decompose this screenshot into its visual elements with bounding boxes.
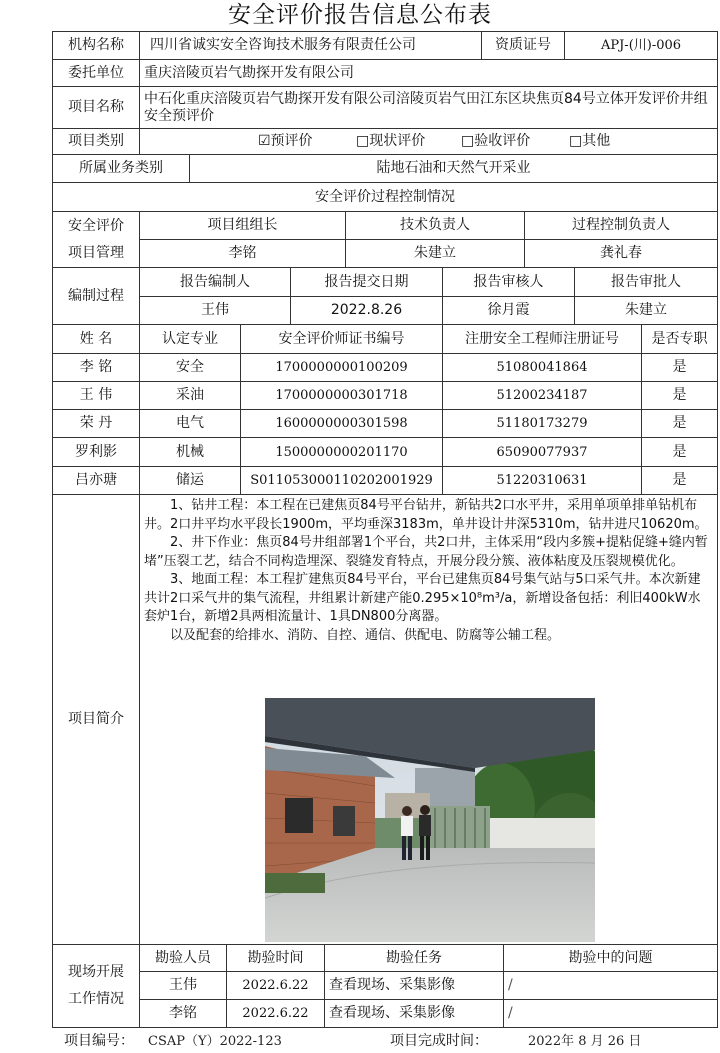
staff-cert-no: S011053000110202001929	[240, 466, 443, 495]
staff-major: 安全	[139, 353, 241, 382]
tech-lead-label: 技术负责人	[345, 211, 525, 240]
project-number	[64, 1030, 282, 1052]
process-control-lead-value: 龚礼春	[524, 239, 718, 268]
process-control-lead-label: 过程控制负责人	[524, 211, 718, 240]
approver-value: 朱建立	[574, 296, 718, 325]
reviewer-value: 徐月霞	[442, 296, 575, 325]
intro-paragraph-utilities: 以及配套的给排水、消防、自控、通信、供配电、防腐等公辅工程。	[170, 627, 561, 643]
survey-header-issues: 勘验中的问题	[503, 944, 718, 972]
category-option-current[interactable]: □现状评价	[356, 133, 426, 149]
survey-time: 2022.6.22	[226, 971, 325, 1000]
survey-task: 查看现场、采集影像	[324, 999, 504, 1028]
survey-staff: 李铭	[139, 999, 227, 1028]
staff-header-major: 认定专业	[139, 324, 241, 354]
submit-date-label: 报告提交日期	[290, 267, 443, 297]
cert-no-value: APJ-(川)-006	[564, 31, 718, 60]
survey-staff: 王伟	[139, 971, 227, 1000]
author-label: 报告编制人	[139, 267, 291, 297]
staff-cert-no: 1600000000301598	[240, 409, 443, 438]
leader-label: 项目组组长	[139, 211, 346, 240]
survey-issues: /	[503, 999, 718, 1028]
project-intro-label: 项目简介	[52, 494, 140, 945]
survey-header-staff: 勘验人员	[139, 944, 227, 972]
org-name-value: 四川省诚实安全咨询技术服务有限责任公司	[139, 31, 482, 60]
staff-header-fulltime: 是否专职	[641, 324, 718, 354]
staff-reg-no: 51180173279	[442, 409, 642, 438]
project-category-options	[139, 128, 718, 155]
reviewer-label: 报告审核人	[442, 267, 575, 297]
submit-date-value: 2022.8.26	[290, 296, 443, 325]
safety-mgmt-label	[52, 211, 140, 268]
project-completion-value: 2022年 8 月 26 日	[528, 1034, 642, 1049]
staff-reg-no: 51220310631	[442, 466, 642, 495]
staff-major: 电气	[139, 409, 241, 438]
staff-header-cert: 安全评价师证书编号	[240, 324, 443, 354]
project-name-label: 项目名称	[52, 86, 140, 129]
staff-major: 采油	[139, 381, 241, 410]
staff-fulltime: 是	[641, 353, 718, 382]
compile-process-label: 编制过程	[52, 267, 140, 325]
survey-label-line2: 工作情况	[68, 991, 124, 1007]
tech-lead-value: 朱建立	[345, 239, 525, 268]
category-option-other[interactable]: □其他	[569, 133, 611, 149]
staff-fulltime: 是	[641, 466, 718, 495]
staff-cert-no: 1700000000100209	[240, 353, 443, 382]
safety-mgmt-label-line1: 安全评价	[68, 217, 124, 234]
staff-header-reg: 注册安全工程师注册证号	[442, 324, 642, 354]
staff-cert-no: 1700000000301718	[240, 381, 443, 410]
client-label: 委托单位	[52, 59, 140, 87]
category-option-pre[interactable]: ☑预评价	[258, 133, 313, 149]
staff-name: 吕亦瑭	[52, 466, 140, 495]
staff-fulltime: 是	[641, 381, 718, 410]
staff-cert-no: 1500000000201170	[240, 437, 443, 467]
project-number-label: 项目编号：	[64, 1033, 134, 1049]
survey-header-task: 勘验任务	[324, 944, 504, 972]
staff-reg-no: 51200234187	[442, 381, 642, 410]
org-name-label: 机构名称	[52, 31, 140, 60]
leader-value: 李铭	[139, 239, 346, 268]
cert-no-label: 资质证号	[481, 31, 565, 60]
project-completion	[390, 1030, 641, 1052]
project-category-label: 项目类别	[52, 128, 140, 155]
intro-paragraph-drilling: 1、钻井工程：本工程在已建焦页84号平台钻井，新钻共2口水平井，采用单项单排单钻机布井。2口井平均水平段长1900m，平均垂深3183m，单井设计井深5310m，钻井进尺10620m。	[144, 498, 708, 532]
client-value: 重庆涪陵页岩气勘探开发有限公司	[139, 59, 718, 87]
staff-reg-no: 65090077937	[442, 437, 642, 467]
staff-name: 李 铭	[52, 353, 140, 382]
approver-label: 报告审批人	[574, 267, 718, 297]
business-type-label: 所属业务类别	[52, 154, 190, 183]
staff-fulltime: 是	[641, 409, 718, 438]
survey-header-time: 勘验时间	[226, 944, 325, 972]
staff-name: 罗利影	[52, 437, 140, 467]
staff-header-name: 姓 名	[52, 324, 140, 354]
survey-time: 2022.6.22	[226, 999, 325, 1028]
staff-fulltime: 是	[641, 437, 718, 467]
process-control-header: 安全评价过程控制情况	[52, 182, 718, 212]
project-completion-label: 项目完成时间：	[390, 1033, 488, 1049]
staff-name: 荣 丹	[52, 409, 140, 438]
survey-issues: /	[503, 971, 718, 1000]
staff-name: 王 伟	[52, 381, 140, 410]
page-title: 安全评价报告信息公布表	[228, 2, 492, 28]
staff-major: 储运	[139, 466, 241, 495]
site-photo	[265, 698, 595, 942]
intro-paragraph-surface: 3、地面工程：本工程扩建焦页84号平台，平台已建焦页84号集气站与5口采气井。本次新建共计2口采气井的集气流程，井组累计新建产能0.295×10⁸m³/a，新增设备包括：利旧400kW水套炉1台，新增2具两相流量计、1具DN800分离器。	[144, 572, 701, 624]
intro-paragraph-downhole: 2、井下作业：焦页84号井组部署1个平台，共2口井，主体采用“段内多簇+提粘促缝+缝内暂堵”压裂工艺，结合不同构造埋深、裂缝发育特点，开展分段分簇、液体粘度及压裂规模优化。	[144, 535, 708, 569]
survey-task: 查看现场、采集影像	[324, 971, 504, 1000]
staff-major: 机械	[139, 437, 241, 467]
survey-label	[52, 944, 140, 1028]
project-number-value: CSAP（Y）2022-123	[148, 1034, 282, 1049]
project-name-value: 中石化重庆涪陵页岩气勘探开发有限公司涪陵页岩气田江东区块焦页84号立体开发评价井组安全预评价	[139, 86, 718, 129]
category-option-acceptance[interactable]: □验收评价	[461, 133, 531, 149]
business-type-value: 陆地石油和天然气开采业	[189, 154, 718, 183]
survey-label-line1: 现场开展	[68, 964, 124, 980]
staff-reg-no: 51080041864	[442, 353, 642, 382]
author-value: 王伟	[139, 296, 291, 325]
safety-mgmt-label-line2: 项目管理	[68, 244, 124, 261]
